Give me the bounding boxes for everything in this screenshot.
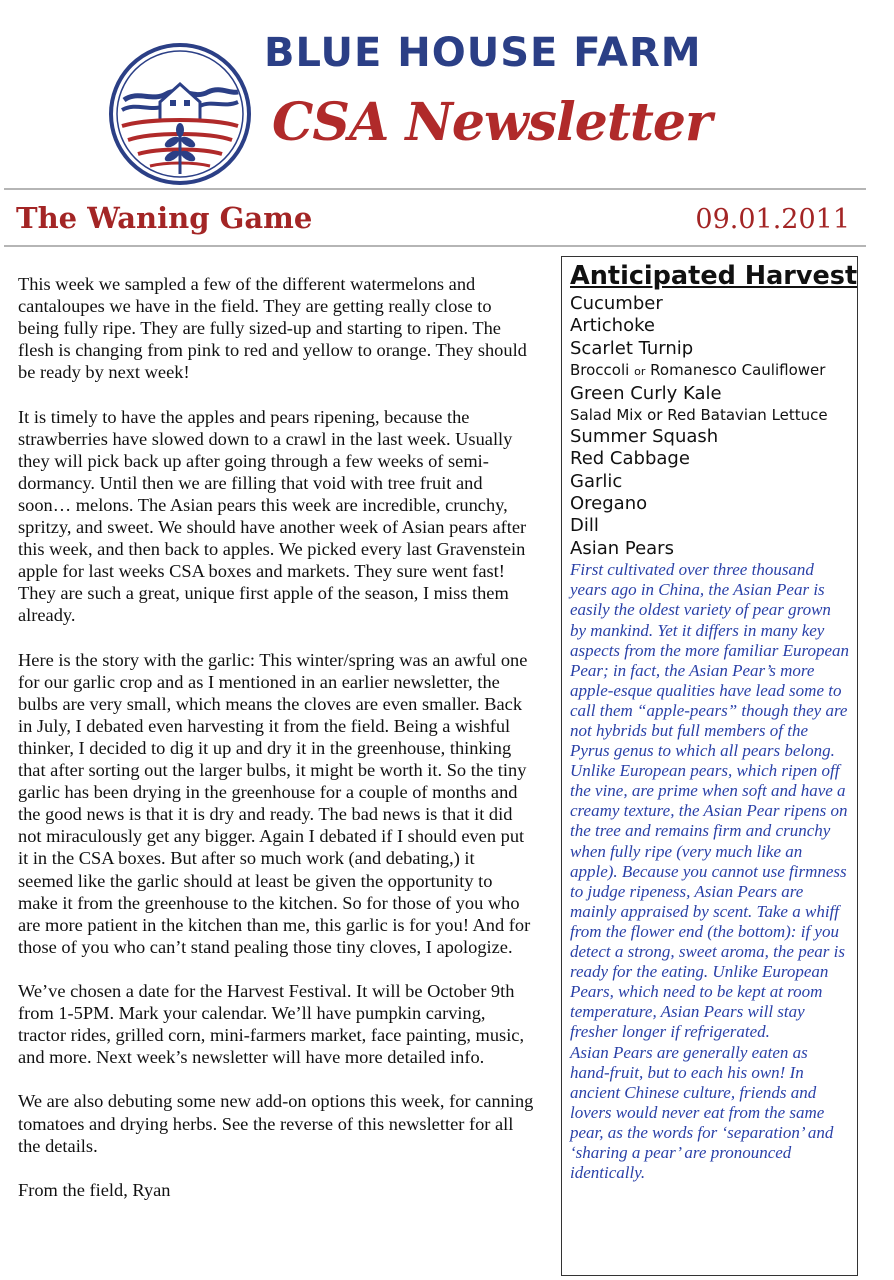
harvest-item-cucumber: Cucumber bbox=[570, 293, 663, 314]
harvest-item-broccoli bbox=[570, 360, 857, 383]
article-paragraph: We are also debuting some new add-on options this week, for canning tomatoes and drying herbs. See the reverse of this newsletter for all the details. bbox=[18, 1091, 534, 1156]
farm-logo-graphic bbox=[108, 42, 252, 186]
harvest-sidebar bbox=[561, 256, 858, 1276]
harvest-list bbox=[570, 293, 857, 560]
header-divider-bottom bbox=[4, 245, 866, 247]
newsletter-title: CSA Newsletter bbox=[272, 92, 712, 153]
harvest-item-oregano: Oregano bbox=[570, 493, 648, 515]
harvest-item-summer-squash: Summer Squash bbox=[570, 425, 719, 447]
harvest-item-asian-pears: Asian Pears bbox=[570, 537, 674, 559]
header-divider-top bbox=[4, 188, 866, 190]
article-paragraph: Here is the story with the garlic: This winter/spring was an awful one for our garlic crop and as I mentioned in an earlier newsletter, the bulbs are very small, which means the cloves are even smaller. Back in July, I debated even harvesting it from the field. Being a wishful thinker, I decided to dig it up and dry it in the greenhouse, thinking that after sorting out the larger bulbs, it might be worth it. So the tiny garlic has been drying in the greenhouse for a couple of months and the good news is that it is dry and ready. The bad news is that it did not miraculously get any bigger. Again I debated if I should even put it in the CSA boxes. But after so much work (and debating,) it seemed like the garlic should at least be given the opportunity to make it from the greenhouse to the kitchen. So for those of you who are more patient in the kitchen than me, this garlic is for you! And for those of you who can’t stand pealing those tiny cloves, I apologize. bbox=[18, 649, 531, 957]
asian-pear-note: First cultivated over three thousand years ago in China, the Asian Pear is easily the oldest variety of pear grown by mankind. Yet it differs in many key aspects from the more familiar European Pear; in fact, the Asian Pear’s more apple-esque qualities have lead some to call them “apple-pears” though they are not hybrids but full members of the Pyrus genus to which all pears belong. bbox=[570, 560, 850, 761]
article-paragraph: It is timely to have the apples and pears ripening, because the strawberries have slowed down to a crawl in the last week. Usually they will pick back up after going through a few weeks of semi-dormancy. Until then we are filling that void with tree fruit and soon… melons. The Asian pears this week are incredible, crunchy, spritzy, and sweet. We should have another week of Asian pears after this week, and then back to apples. We picked every last Gravenstein apple for last weeks CSA boxes and markets. They sure went fast! They are such a great, unique first apple of the season, I miss them already. bbox=[18, 406, 527, 626]
farm-name: BLUE HOUSE FARM bbox=[264, 30, 702, 76]
asian-pear-note: Asian Pears are generally eaten as hand-fruit, but to each his own! In ancient Chinese culture, friends and lovers would never eat from the same pear, as the words for ‘separation’ and ‘sharing a pear’ are pronounced identically. bbox=[570, 1042, 834, 1183]
harvest-item-red-cabbage: Red Cabbage bbox=[570, 448, 690, 470]
article-body bbox=[18, 273, 534, 1223]
asian-pear-note: Unlike European pears, which ripen off the vine, are prime when soft and have a creamy texture, the Asian Pear ripens on the tree and remains firm and crunchy when fully ripe (very much like an apple). Because you cannot use firmness to judge ripeness, Asian Pears are mainly appraised by scent. Take a whiff from the flower end (the bottom): if you detect a strong, sweet aroma, the pear is ready for the eating. Unlike European Pears, which need to be kept at room temperature, Asian Pears will stay fresher longer if refrigerated. bbox=[570, 761, 848, 1042]
issue-title: The Waning Game bbox=[16, 201, 313, 235]
article-paragraph: We’ve chosen a date for the Harvest Festival. It will be October 9th from 1-5PM. Mark your calendar. We’ll have pumpkin carving, tractor rides, grilled corn, mini-farmers market, face painting, music, and more. Next week’s newsletter will have more detailed info. bbox=[18, 981, 525, 1068]
harvest-item-salad-mix: Salad Mix or Red Batavian Lettuce bbox=[570, 406, 828, 425]
harvest-item-dill: Dill bbox=[570, 515, 599, 537]
harvest-item-artichoke: Artichoke bbox=[570, 315, 655, 337]
harvest-item-garlic: Garlic bbox=[570, 470, 623, 492]
harvest-item-romanesco-label: Romanesco Cauliflower bbox=[650, 361, 826, 380]
harvest-item-or: or bbox=[634, 365, 646, 379]
harvest-item-scarlet-turnip: Scarlet Turnip bbox=[570, 337, 694, 359]
sidebar-heading: Anticipated Harvest bbox=[570, 261, 858, 291]
harvest-item-broccoli-label: Broccoli bbox=[570, 361, 630, 380]
harvest-item-kale: Green Curly Kale bbox=[570, 382, 722, 404]
farm-logo bbox=[108, 42, 252, 186]
article-signoff: From the field, Ryan bbox=[18, 1179, 171, 1200]
issue-date: 09.01.2011 bbox=[695, 204, 850, 235]
article-paragraph: This week we sampled a few of the different watermelons and cantaloupes we have in the field. They are getting really close to being fully ripe. They are fully sized-up and starting to ripen. The flesh is changing from pink to red and yellow to orange. They should be ready by next week! bbox=[18, 274, 527, 383]
